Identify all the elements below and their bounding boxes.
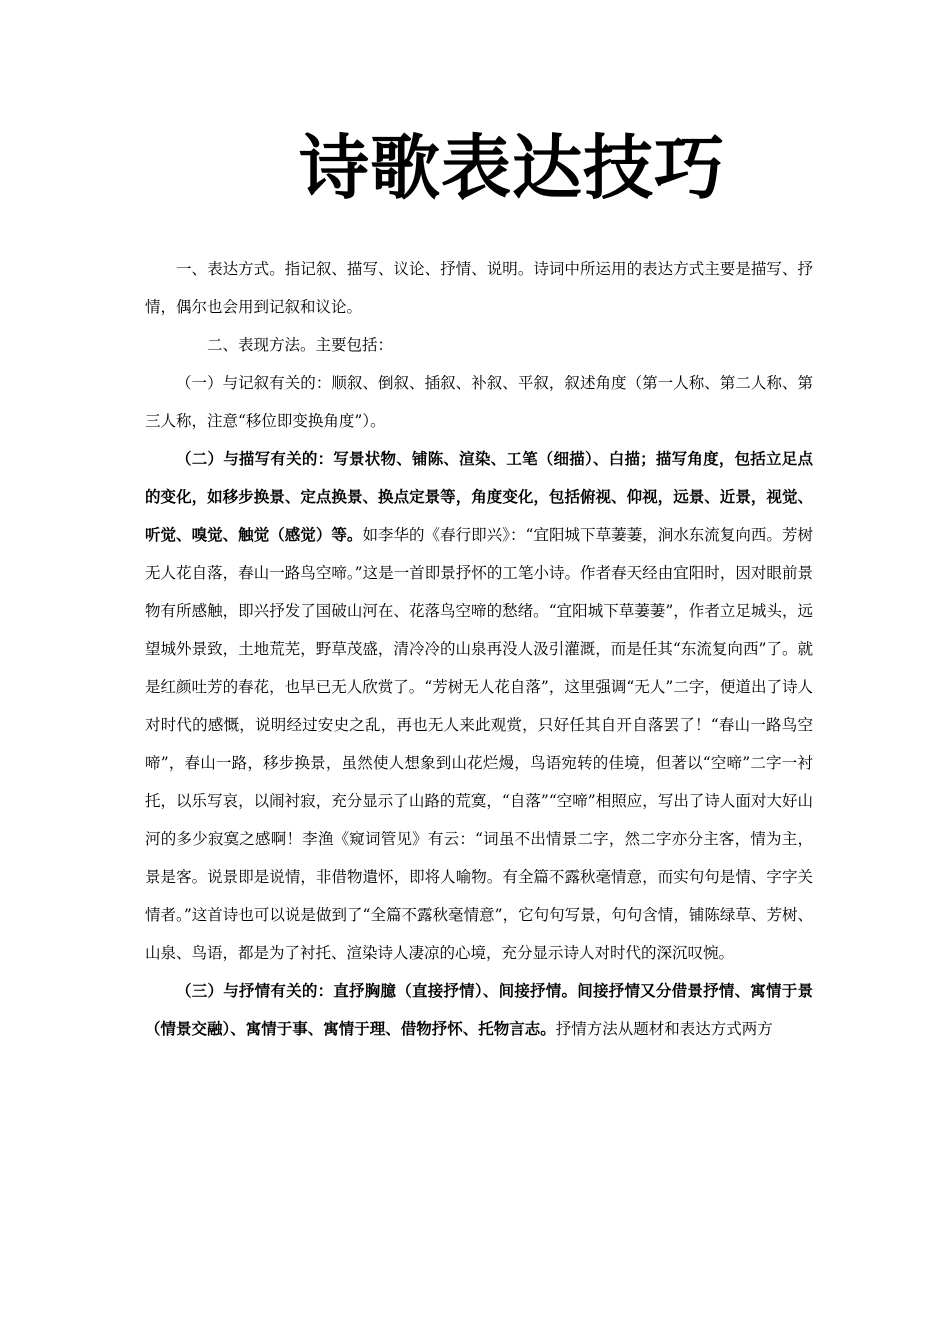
page-title: 诗歌表达技巧 [299, 127, 725, 209]
paragraph-narration: （一）与记叙有关的：顺叙、倒叙、插叙、补叙、平叙，叙述角度（第一人称、第二人称、第三人称，注意“移位即变换角度”）。 [145, 374, 813, 430]
paragraph-methods-intro: 二、表现方法。主要包括： [207, 336, 394, 354]
description-heading: （二）与描写有关的：写景状物、铺陈、渲染、工笔（细描）、白描；描写角度，包括立足点的变化，如移步换景、定点换景、换点定景等，角度变化，包括俯视、仰视，远景、近景，视觉、听觉、嗅觉、触觉（感觉）等。 [145, 449, 813, 544]
lyric-heading: （三）与抒情有关的：直抒胸臆（直接抒情）、间接抒情。间接抒情又分借景抒情、寓情于景（情景交融）、寓情于事、寓情于理、借物抒怀、托物言志。 [145, 981, 813, 1038]
lyric-body: 抒情方法从题材和表达方式两方 [555, 1020, 773, 1038]
paragraph-description [145, 440, 813, 972]
description-body: 如李华的《春行即兴》：“宜阳城下草萋萋，涧水东流复向西。芳树无人花自落，春山一路鸟空啼。”这是一首即景抒怀的工笔小诗。作者春天经由宜阳时，因对眼前景物有所感触，即兴抒发了国破山河在、花落鸟空啼的愁绪。“宜阳城下草萋萋”，作者立足城头，远望城外景致，土地荒芜，野草茂盛，清冷冷的山泉再没人汲引灌溉，而是任其“东流复向西”了。就是红颜吐芳的春花，也早已无人欣赏了。“芳树无人花自落”，这里强调“无人”二字，便道出了诗人对时代的感慨，说明经过安史之乱，再也无人来此观赏，只好任其自开自落罢了！“春山一路鸟空啼”，春山一路，移步换景，虽然使人想象到山花烂熳，鸟语宛转的佳境，但著以“空啼”二字一衬托，以乐写哀，以闹衬寂，充分显示了山路的荒寞，“自落”“空啼”相照应，写出了诗人面对大好山河的多少寂寞之感啊！李渔《窥词管见》有云：“词虽不出情景二字，然二字亦分主客，情为主，景是客。说景即是说情，非借物遣怀，即将人喻物。有全篇不露秋毫情意，而实句句是情、字字关情者。”这首诗也可以说是做到了“全篇不露秋毫情意”，它句句写景，句句含情，铺陈绿草、芳树、山泉、鸟语，都是为了衬托、渲染诗人凄凉的心境，充分显示诗人对时代的深沉叹惋。 [145, 526, 813, 962]
paragraph-lyric [145, 972, 813, 1048]
document-body [145, 250, 813, 1048]
paragraph-expression-modes: 一、表达方式。指记叙、描写、议论、抒情、说明。诗词中所运用的表达方式主要是描写、抒情，偶尔也会用到记叙和议论。 [145, 260, 813, 316]
